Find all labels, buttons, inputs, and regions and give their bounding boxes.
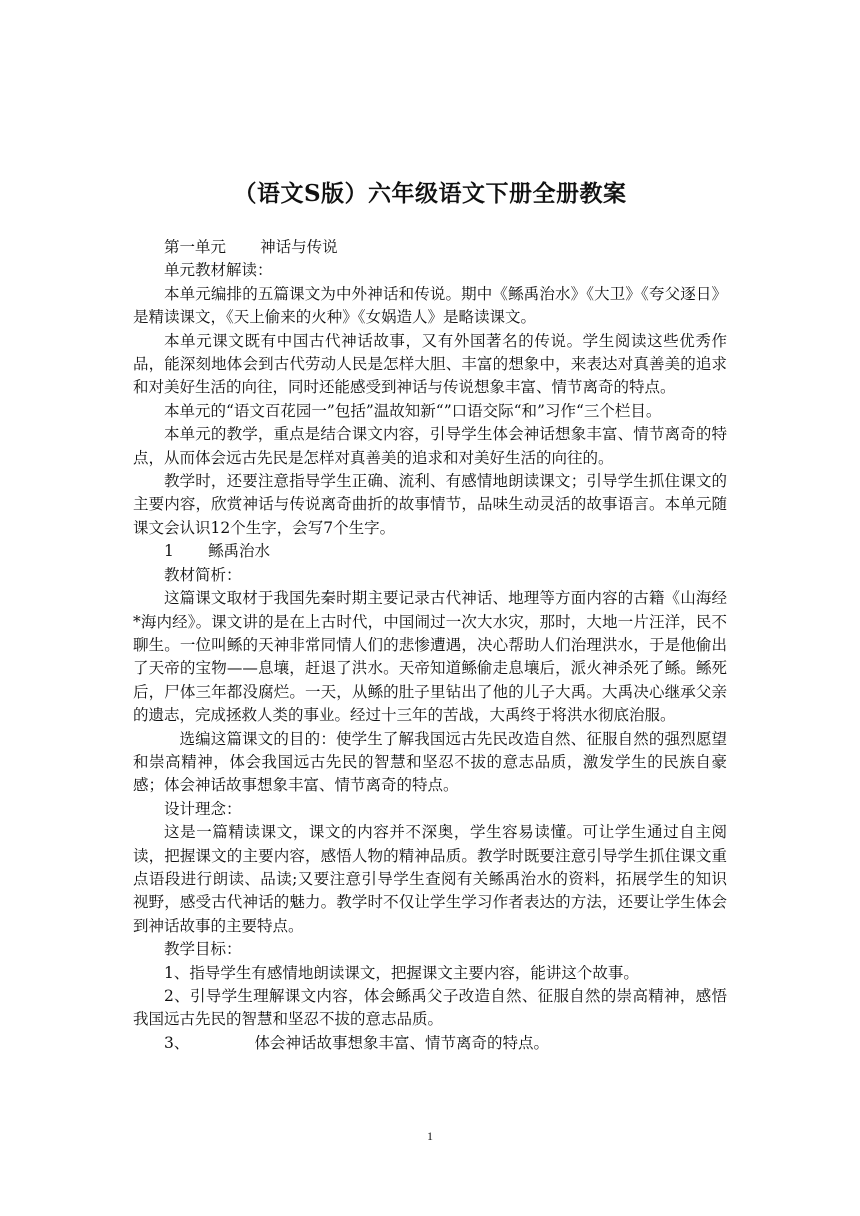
selection-purpose-paragraph: 选编这篇课文的目的：使学生了解我国远古先民改造自然、征服自然的强烈愿望和崇高精神，体会我国远古先民的智慧和坚忍不拔的意志品质，激发学生的民族自豪感；体会神话故事想象丰富、情节离奇的特点。 <box>133 729 727 795</box>
textbook-analysis-paragraph: 这篇课文取材于我国先秦时期主要记录古代神话、地理等方面内容的古籍《山海经*海内经》。课文讲的是在上古时代，中国闹过一次大水灾，那时，大地一片汪洋，民不聊生。一位叫鲧的天神非常同情人们的悲惨遭遇，决心帮助人们治理洪水，于是他偷出了天帝的宝物——息壤，赶退了洪水。天帝知道鲧偷走息壤后，派火神杀死了鲧。鲧死后，尸体三年都没腐烂。一天，从鲧的肚子里钻出了他的儿子大禹。大禹决心继承父亲的遗志，完成拯救人类的事业。经过十三年的苦战，大禹终于将洪水彻底治服。 <box>133 589 727 725</box>
goal-3-text: 体会神话故事想象丰富、情节离奇的特点。 <box>254 1033 549 1052</box>
teaching-goal-2: 2、引导学生理解课文内容，体会鲧禹父子改造自然、征服自然的崇高精神，感悟我国远古先民的智慧和坚忍不拔的意志品质。 <box>133 987 727 1029</box>
garden-paragraph: 本单元的“语文百花园一”包括”温故知新“”口语交际“和”习作“三个栏目。 <box>164 401 662 420</box>
textbook-analysis-heading: 教材简析： <box>164 565 242 584</box>
unit-analysis-heading: 单元教材解读： <box>164 261 273 280</box>
teaching-goals-heading: 教学目标： <box>164 940 242 959</box>
page-number: 1 <box>427 1129 433 1143</box>
document-title: （语文S版）六年级语文下册全册教案 <box>233 180 627 207</box>
unit-overview-paragraph: 本单元编排的五篇课文为中外神话和传说。期中《鲧禹治水》《大卫》《夸父逐日》是精读课文，《天上偷来的火种》《女娲造人》是略读课文。 <box>133 284 727 327</box>
teaching-goal-3 <box>133 1032 727 1055</box>
lesson-number: 1 <box>164 542 174 561</box>
design-concept-paragraph: 这是一篇精读课文，课文的内容并不深奥，学生容易读懂。可让学生通过自主阅读，把握课文的主要内容，感悟人物的精神品质。教学时既要注意引导学生抓住课文重点语段进行朗读、品读;又要注意引导学生查阅有关鲧禹治水的资料，拓展学生的知识视野，感受古代神话的魅力。教学时不仅让学生学习作者表达的方法，还要让学生体会到神话故事的主要特点。 <box>133 823 727 935</box>
teaching-goal-1: 1、指导学生有感情地朗读课文，把握课文主要内容，能讲这个故事。 <box>164 963 639 982</box>
teaching-focus-paragraph: 本单元的教学，重点是结合课文内容，引导学生体会神话想象丰富、情节离奇的特点，从而体会远古先民是怎样对真善美的追求和对美好生活的向往的。 <box>133 425 727 467</box>
lesson-name: 鲧禹治水 <box>207 542 270 561</box>
goal-3-number: 3、 <box>164 1033 190 1052</box>
unit-number: 第一单元 <box>164 238 227 256</box>
unit-name: 神话与传说 <box>260 238 338 256</box>
teaching-guidance-paragraph: 教学时，还要注意指导学生正确、流利、有感情地朗读课文；引导学生抓住课文的主要内容，欣赏神话与传说离奇曲折的故事情节，品味生动灵活的故事语言。本单元随课文会认识12个生字，会写7个生字。 <box>133 472 727 537</box>
unit-heading <box>133 236 727 259</box>
design-concept-heading: 设计理念： <box>164 799 242 818</box>
document-body <box>133 236 727 1055</box>
lesson-heading <box>133 540 727 563</box>
unit-content-paragraph: 本单元课文既有中国古代神话故事，又有外国著名的传说。学生阅读这些优秀作品，能深刻地体会到古代劳动人民是怎样大胆、丰富的想象中，来表达对真善美的追求和对美好生活的向往，同时还能感受到神话与传说想象丰富、情节离奇的特点。 <box>133 331 727 397</box>
